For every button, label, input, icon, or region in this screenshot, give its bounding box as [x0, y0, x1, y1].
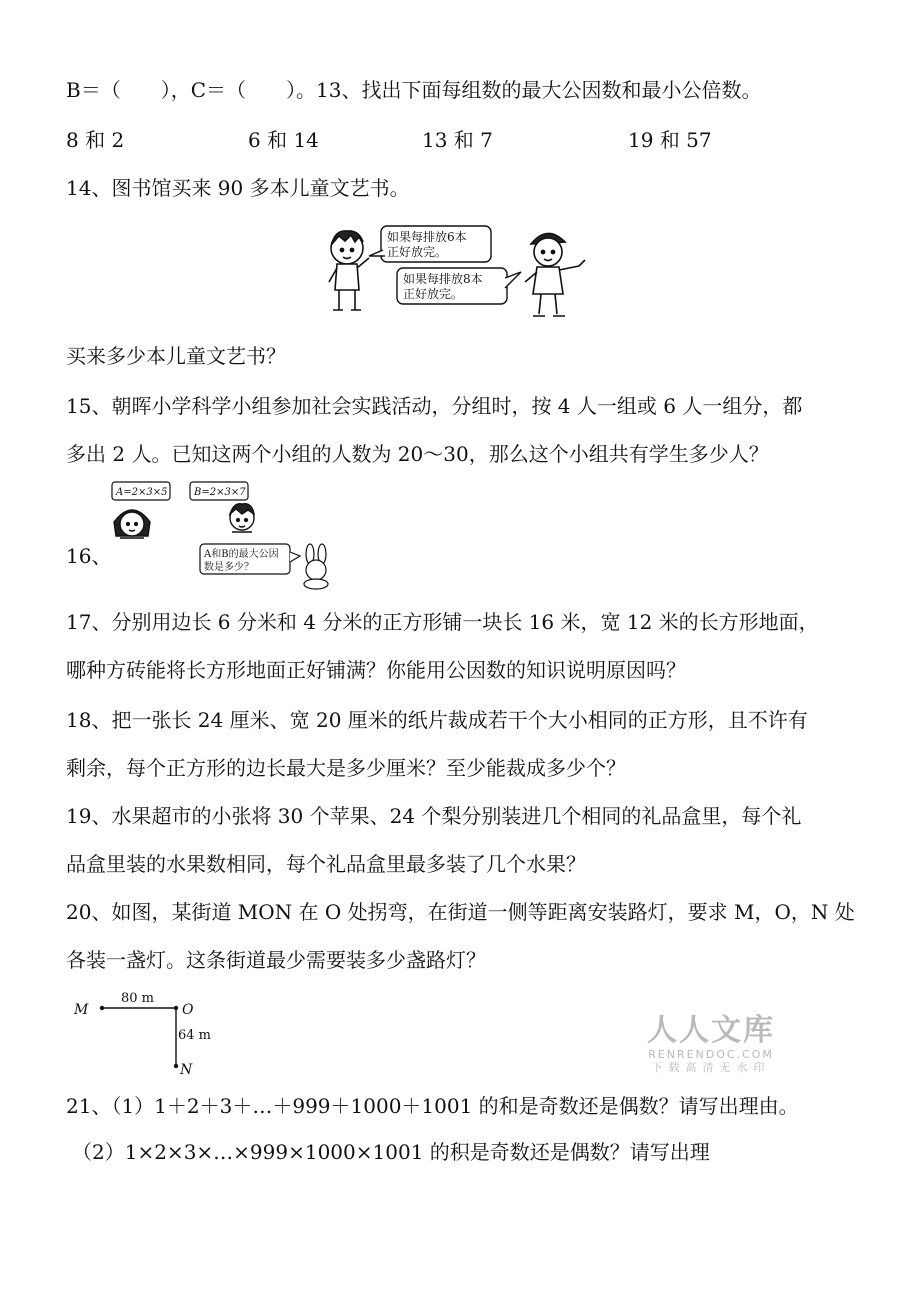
bubble-1-line-2: 正好放完。 [387, 245, 448, 259]
line-q18-b: 剩余，每个正方形的边长最大是多少厘米？至少能裁成多少个？ [66, 756, 626, 780]
line-q14-question: 买来多少本儿童文艺书？ [66, 344, 286, 368]
line-q20-b: 各装一盏灯。这条街道最少需要装多少盏路灯？ [66, 948, 486, 972]
boy-figure [329, 231, 369, 310]
speech-bubble-2 [397, 268, 521, 304]
line-q20-a: 20、如图，某街道 MON 在 O 处拐弯，在街道一侧等距离安装路灯，要求 M，O，N 处 [66, 900, 855, 924]
point-m [100, 1006, 104, 1010]
line-q13-header: B＝（ ），C＝（ ）。13、找出下面每组数的最大公因数和最小公倍数。 [66, 78, 762, 102]
line-q16: 16、 [66, 544, 112, 568]
line-q14: 14、图书馆买来 90 多本儿童文艺书。 [66, 176, 410, 200]
line-q15-a: 15、朝晖小学科学小组参加社会实践活动，分组时，按 4 人一组或 6 人一组分，都 [66, 394, 803, 418]
label-o: O [182, 1002, 194, 1018]
bubble-1-line-1: 如果每排放6本 [387, 230, 467, 244]
question-line-2: 数是多少？ [204, 562, 254, 573]
bubble-2-line-2: 正好放完。 [403, 287, 464, 301]
length-mo: 80 m [121, 991, 155, 1006]
pair-3: 13 和 7 [422, 128, 493, 152]
line-q17-b: 哪种方砖能将长方形地面正好铺满？你能用公因数的知识说明原因吗？ [66, 658, 686, 682]
q14-illustration [325, 222, 595, 326]
line-q17-a: 17、分别用边长 6 分米和 4 分米的正方形铺一块长 16 米，宽 12 米的长方形地面， [66, 610, 819, 634]
line-q21-2: （2）1×2×3×…×999×1000×1001 的积是奇数还是偶数？请写出理 [72, 1140, 710, 1164]
watermark-subtitle: 下载高清无水印 [651, 1061, 771, 1074]
q16-illustration [108, 478, 338, 590]
line-q21-1: 21、（1）1＋2＋3＋…＋999＋1000＋1001 的和是奇数还是偶数？请写出理由。 [66, 1094, 799, 1118]
speech-bubble-1 [369, 226, 491, 262]
point-n [174, 1064, 178, 1068]
length-on: 64 m [178, 1028, 212, 1043]
girl-16-figure [114, 510, 150, 538]
box-a [112, 482, 170, 500]
rabbit-figure [304, 544, 328, 589]
pair-2: 6 和 14 [248, 128, 319, 152]
label-n: N [180, 1062, 193, 1078]
bubble-2-line-1: 如果每排放8本 [403, 272, 483, 286]
street-diagram [66, 988, 226, 1082]
box-a-text: A=2×3×5 [116, 487, 168, 498]
box-b [190, 482, 248, 500]
label-m: M [74, 1002, 89, 1018]
line-q15-b: 多出 2 人。已知这两个小组的人数为 20～30，那么这个小组共有学生多少人？ [66, 442, 769, 466]
pair-4: 19 和 57 [628, 128, 712, 152]
point-o [174, 1006, 178, 1010]
box-b-text: B=2×3×7 [194, 487, 246, 498]
line-q18-a: 18、把一张长 24 厘米、宽 20 厘米的纸片裁成若干个大小相同的正方形，且不许有 [66, 708, 808, 732]
watermark-title: 人人文库 [647, 1013, 775, 1048]
line-q19-b: 品盒里装的水果数相同，每个礼品盒里最多装了几个水果？ [66, 852, 586, 876]
question-bubble [200, 544, 300, 574]
watermark-url: RENRENDOC.COM [648, 1048, 774, 1061]
boy-16-figure [230, 504, 254, 532]
watermark [646, 1014, 776, 1075]
q13-number-pairs [66, 126, 826, 154]
question-line-1: A和B的最大公因 [204, 549, 279, 560]
line-q19-a: 19、水果超市的小张将 30 个苹果、24 个梨分别装进几个相同的礼品盒里，每个礼 [66, 804, 802, 828]
girl-figure [525, 233, 585, 316]
pair-1: 8 和 2 [66, 128, 125, 152]
